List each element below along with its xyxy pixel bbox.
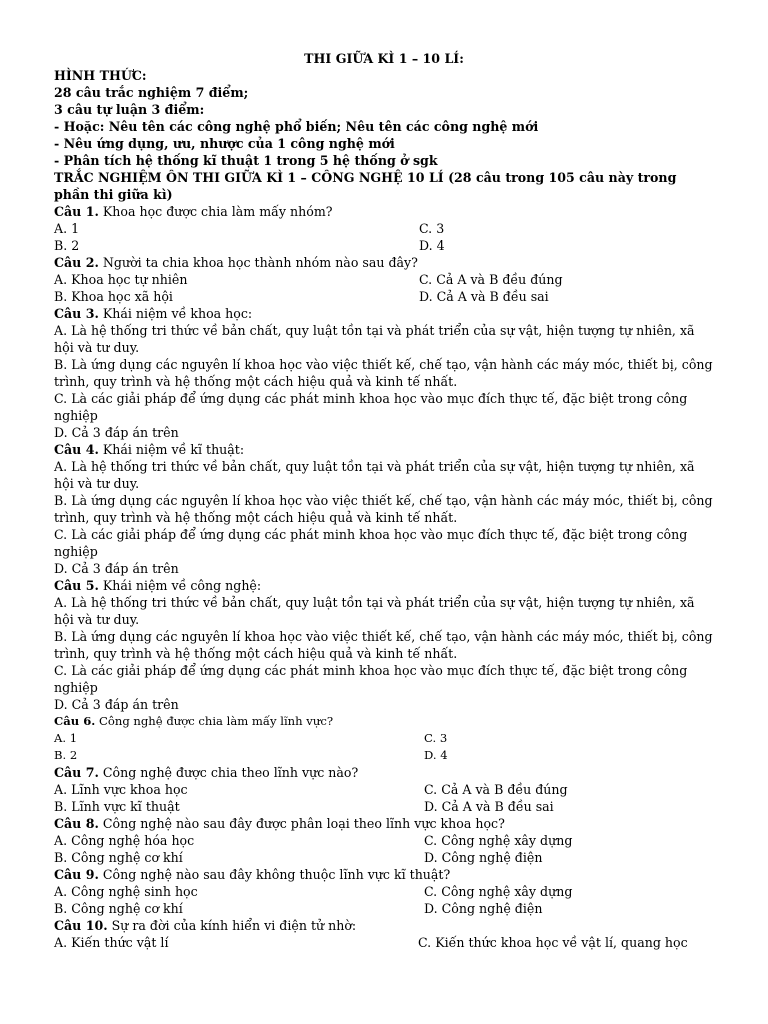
option-c: C. Là các giải pháp để ứng dụng các phát minh khoa học vào mục đích thực tế, đặc biệt trong công nghiệp — [54, 663, 688, 695]
option-c: C. Là các giải pháp để ứng dụng các phát minh khoa học vào mục đích thực tế, đặc biệt trong công nghiệp — [54, 391, 688, 423]
option-d: D. 4 — [419, 238, 445, 253]
question-1 — [54, 203, 714, 254]
option-d: D. Cả A và B đều sai — [424, 799, 554, 814]
question-2 — [54, 254, 714, 305]
question-10 — [54, 917, 714, 951]
question-text: Công nghệ nào sau đây được phân loại theo lĩnh vực khoa học? — [98, 816, 505, 831]
question-number: Câu 9. — [54, 867, 99, 882]
option-d: D. Cả 3 đáp án trên — [54, 425, 179, 440]
option-b: B. Là ứng dụng các nguyên lí khoa học vào việc thiết kế, chế tạo, vận hành các máy móc, thiết bị, công trình, quy trình và hệ thống một cách hiệu quả và kinh tế nhất. — [54, 493, 713, 525]
question-text: Khái niệm về công nghệ: — [98, 578, 262, 593]
option-a: A. Là hệ thống tri thức về bản chất, quy luật tồn tại và phát triển của sự vật, hiện tượng tự nhiên, xã hội và tư duy. — [54, 323, 695, 355]
option-d: D. 4 — [424, 748, 448, 762]
question-number: Câu 8. — [54, 816, 99, 831]
question-text: Khoa học được chia làm mấy nhóm? — [98, 204, 333, 219]
option-c: C. Kiến thức khoa học về vật lí, quang học — [418, 935, 688, 950]
option-b: B. 2 — [54, 748, 78, 762]
question-text: Sự ra đời của kính hiển vi điện tử nhờ: — [107, 918, 357, 933]
question-number: Câu 1. — [54, 204, 99, 219]
question-3 — [54, 305, 714, 441]
option-c: C. 3 — [419, 221, 445, 236]
format-line: - Nêu ứng dụng, ưu, nhược của 1 công nghệ mới — [54, 136, 395, 151]
option-a: A. Lĩnh vực khoa học — [54, 782, 188, 797]
section-title: TRẮC NGHIỆM ÔN THI GIỮA KÌ 1 – CÔNG NGHỆ 10 LÍ (28 câu trong 105 câu này trong phần thi giữa kì) — [54, 170, 677, 202]
question-number: Câu 3. — [54, 306, 99, 321]
option-b: B. Là ứng dụng các nguyên lí khoa học vào việc thiết kế, chế tạo, vận hành các máy móc, thiết bị, công trình, quy trình và hệ thống một cách hiệu quả và kinh tế nhất. — [54, 629, 713, 661]
question-text: Công nghệ nào sau đây không thuộc lĩnh vực kĩ thuật? — [98, 867, 451, 882]
question-number: Câu 4. — [54, 442, 99, 457]
question-5 — [54, 577, 714, 713]
option-c: C. Cả A và B đều đúng — [424, 782, 568, 797]
question-9 — [54, 866, 714, 917]
format-line: 28 câu trắc nghiệm 7 điểm; — [54, 85, 249, 100]
format-heading: HÌNH THỨC: — [54, 68, 147, 83]
question-number: Câu 7. — [54, 765, 99, 780]
format-line: - Hoặc: Nêu tên các công nghệ phổ biến; Nêu tên các công nghệ mới — [54, 119, 539, 134]
option-c: C. Công nghệ xây dựng — [424, 884, 573, 899]
option-b: B. 2 — [54, 238, 80, 253]
question-4 — [54, 441, 714, 577]
question-text: Công nghệ được chia làm mấy lĩnh vực? — [95, 714, 334, 728]
option-b: B. Khoa học xã hội — [54, 289, 173, 304]
option-a: A. Kiến thức vật lí — [54, 935, 169, 950]
question-number: Câu 2. — [54, 255, 99, 270]
option-c: C. Cả A và B đều đúng — [419, 272, 563, 287]
question-7 — [54, 764, 714, 815]
option-b: B. Là ứng dụng các nguyên lí khoa học vào việc thiết kế, chế tạo, vận hành các máy móc, thiết bị, công trình, quy trình và hệ thống một cách hiệu quả và kinh tế nhất. — [54, 357, 713, 389]
format-line: 3 câu tự luận 3 điểm: — [54, 102, 205, 117]
option-c: C. Công nghệ xây dựng — [424, 833, 573, 848]
question-number: Câu 6. — [54, 714, 96, 728]
question-text: Công nghệ được chia theo lĩnh vực nào? — [98, 765, 359, 780]
question-number: Câu 10. — [54, 918, 108, 933]
question-text: Khái niệm về kĩ thuật: — [98, 442, 245, 457]
option-c: C. 3 — [424, 731, 448, 745]
option-a: A. Công nghệ hóa học — [54, 833, 195, 848]
question-text: Khái niệm về khoa học: — [98, 306, 253, 321]
option-a: A. Công nghệ sinh học — [54, 884, 198, 899]
option-d: D. Công nghệ điện — [424, 901, 543, 916]
question-number: Câu 5. — [54, 578, 99, 593]
option-a: A. Là hệ thống tri thức về bản chất, quy luật tồn tại và phát triển của sự vật, hiện tượng tự nhiên, xã hội và tư duy. — [54, 595, 695, 627]
page-title: THI GIỮA KÌ 1 – 10 LÍ: — [304, 51, 464, 66]
option-a: A. 1 — [54, 731, 78, 745]
format-line: - Phân tích hệ thống kĩ thuật 1 trong 5 hệ thống ở sgk — [54, 153, 438, 168]
option-b: B. Công nghệ cơ khí — [54, 850, 183, 865]
option-b: B. Lĩnh vực kĩ thuật — [54, 799, 180, 814]
option-d: D. Cả 3 đáp án trên — [54, 561, 179, 576]
question-6 — [54, 713, 714, 764]
option-d: D. Cả 3 đáp án trên — [54, 697, 179, 712]
option-b: B. Công nghệ cơ khí — [54, 901, 183, 916]
option-a: A. Khoa học tự nhiên — [54, 272, 188, 287]
question-8 — [54, 815, 714, 866]
option-d: D. Cả A và B đều sai — [419, 289, 549, 304]
option-a: A. 1 — [54, 221, 80, 236]
question-text: Người ta chia khoa học thành nhóm nào sau đây? — [98, 255, 418, 270]
option-a: A. Là hệ thống tri thức về bản chất, quy luật tồn tại và phát triển của sự vật, hiện tượng tự nhiên, xã hội và tư duy. — [54, 459, 695, 491]
option-c: C. Là các giải pháp để ứng dụng các phát minh khoa học vào mục đích thực tế, đặc biệt trong công nghiệp — [54, 527, 688, 559]
option-d: D. Công nghệ điện — [424, 850, 543, 865]
